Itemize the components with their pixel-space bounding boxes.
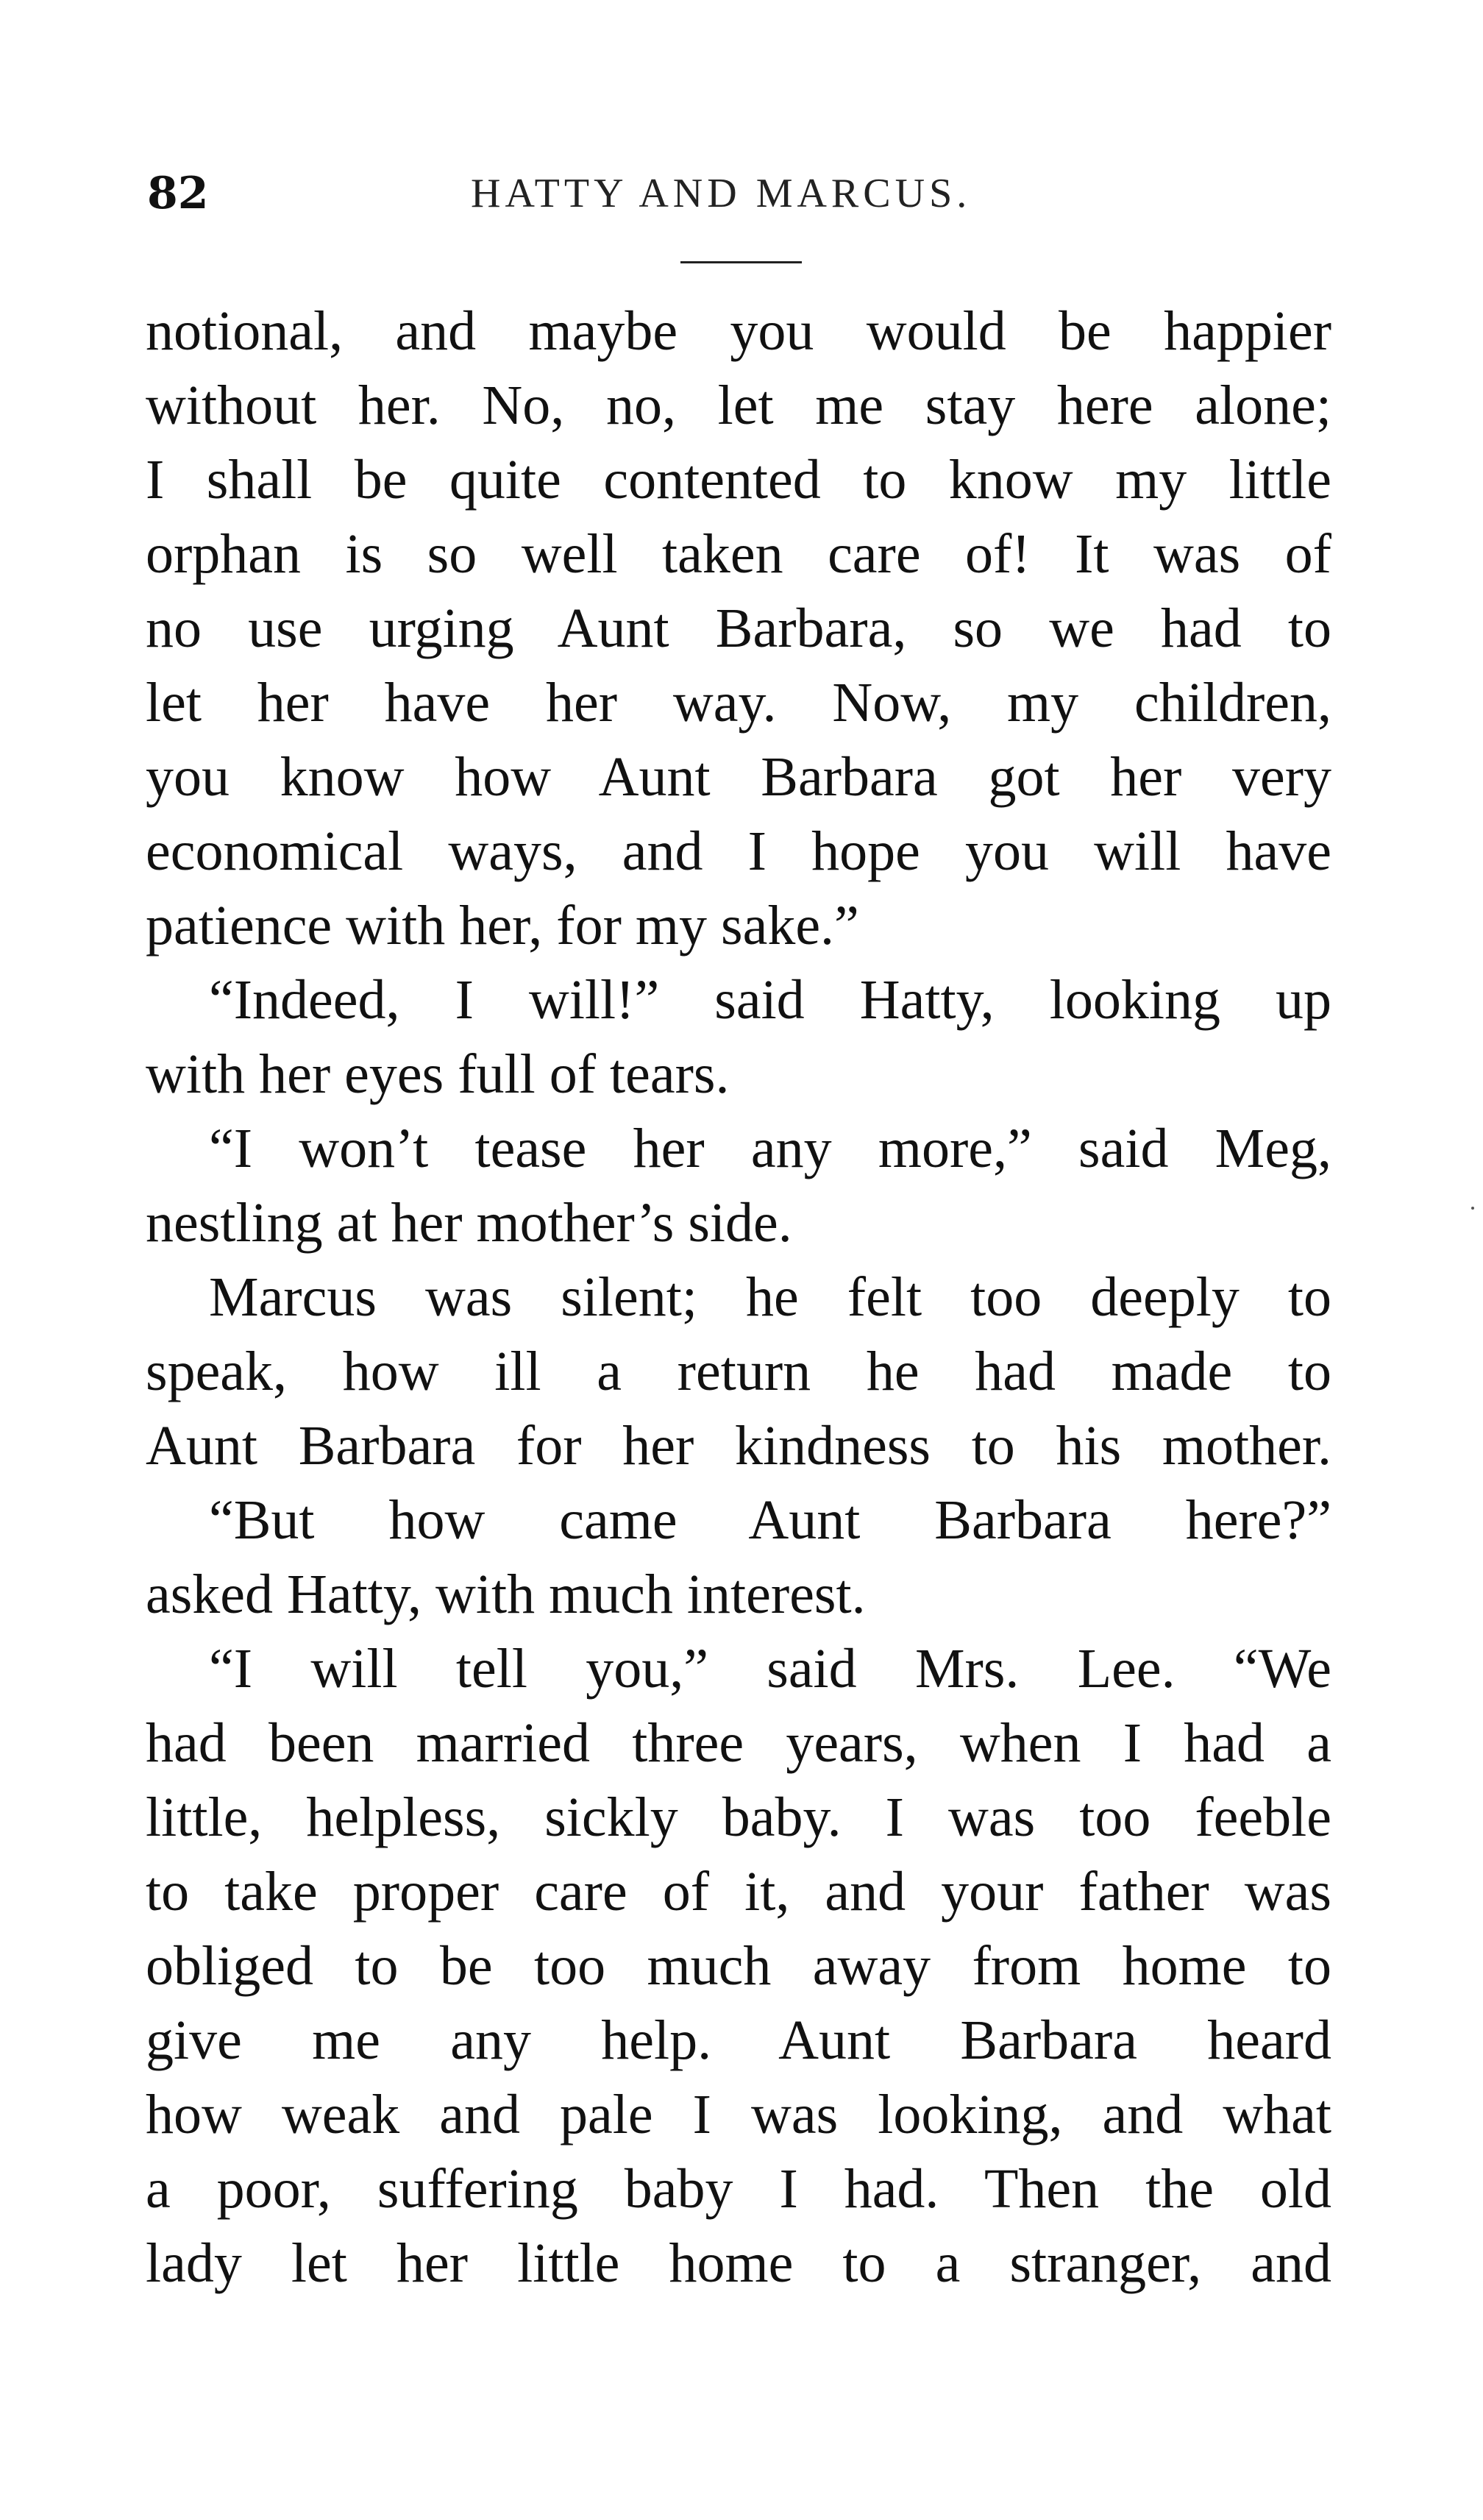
text-line: no use urging Aunt Barbara, so we had to [146,597,1331,659]
text-line: speak, how ill a return he had made to [146,1341,1331,1402]
text-line: a poor, suffering baby I had. Then the old [146,2158,1331,2220]
text-line: “I will tell you,” said Mrs. Lee. “We [209,1638,1331,1700]
text-line: “Indeed, I will!” said Hatty, looking up [209,969,1331,1031]
text-line: give me any help. Aunt Barbara heard [146,2009,1331,2071]
header-rule [680,261,802,263]
text-line: asked Hatty, with much interest. [146,1564,866,1625]
text-line: Marcus was silent; he felt too deeply to [209,1266,1331,1328]
text-line: obliged to be too much away from home to [146,1935,1331,1997]
text-line: I shall be quite contented to know my little [146,449,1331,511]
text-line: had been married three years, when I had a [146,1712,1331,1774]
text-line: with her eyes full of tears. [146,1043,730,1105]
text-line: orphan is so well taken care of! It was of [146,523,1331,585]
text-line: economical ways, and I hope you will have [146,820,1331,882]
text-line: without her. No, no, let me stay here alone; [146,375,1331,436]
running-head [147,160,1324,227]
text-line: little, helpless, sickly baby. I was too feeble [146,1786,1331,1848]
text-line: nestling at her mother’s side. [146,1192,792,1254]
text-line: “I won’t tease her any more,” said Meg, [209,1118,1331,1179]
text-line: lady let her little home to a stranger, and [146,2232,1331,2294]
text-line: you know how Aunt Barbara got her very [146,746,1331,808]
text-line: Aunt Barbara for her kindness to his mother. [146,1415,1331,1477]
text-line: how weak and pale I was looking, and what [146,2084,1331,2145]
text-line: to take proper care of it, and your father was [146,1861,1331,1923]
page-number: 82 [147,168,209,219]
paper-speck [1471,1207,1474,1210]
text-line: notional, and maybe you would be happier [146,300,1331,362]
text-line: “But how came Aunt Barbara here?” [209,1489,1331,1551]
running-title: HATTY AND MARCUS. [471,171,972,216]
text-line: patience with her, for my sake.” [146,895,859,956]
text-line: let her have her way. Now, my children, [146,672,1331,734]
body-text [146,294,1331,2301]
